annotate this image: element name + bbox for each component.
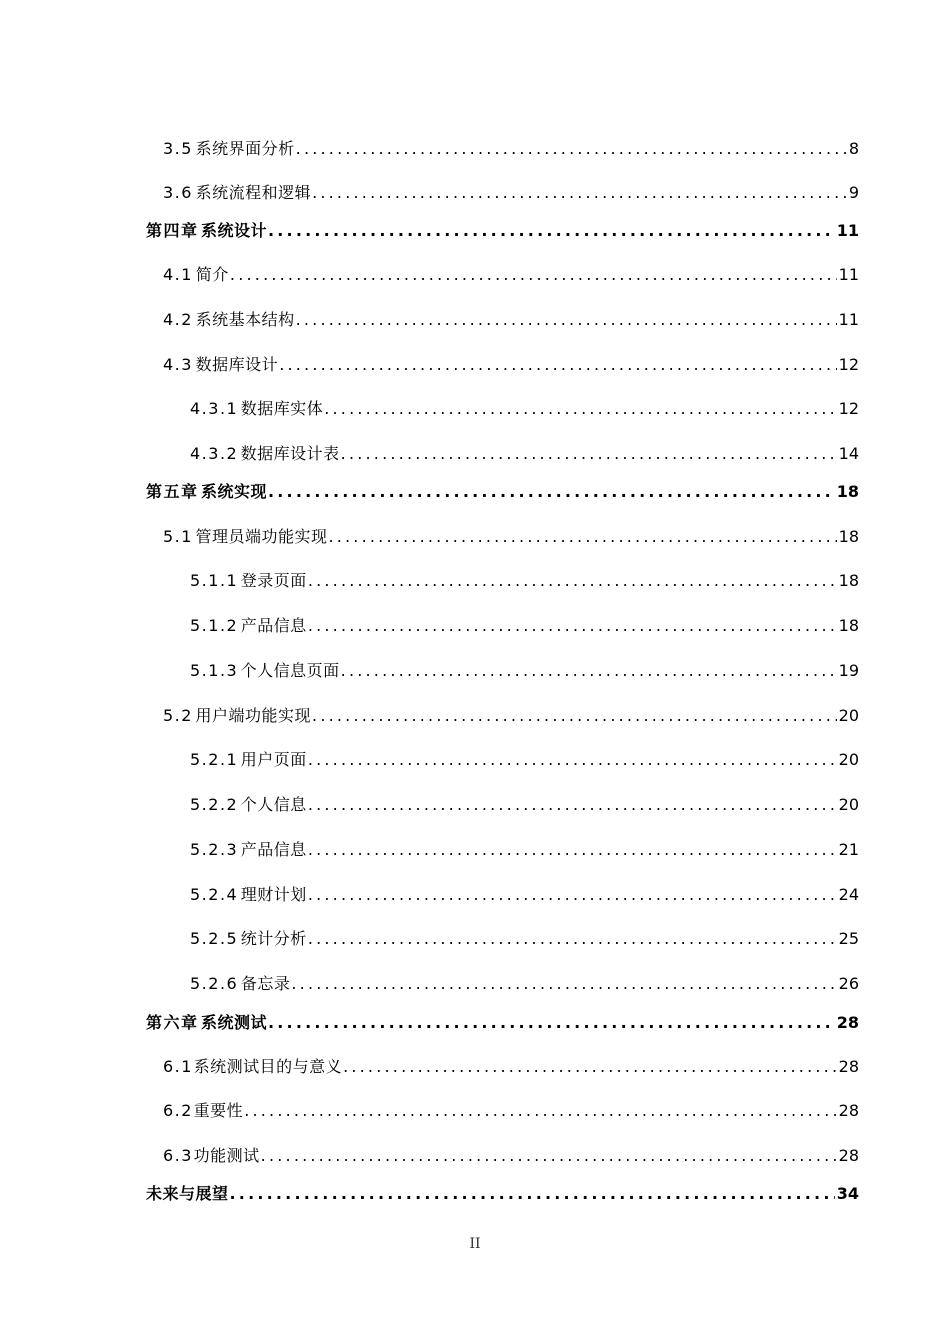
toc-entry-page: 20 <box>838 750 859 769</box>
toc-dot-leader <box>268 219 835 243</box>
toc-entry-title: 重要性 <box>193 1101 244 1120</box>
toc-entry-number: 5.1.3 <box>190 661 239 680</box>
toc-entry-number: 4.1 <box>163 265 193 284</box>
toc-entry[interactable] <box>163 1055 859 1079</box>
toc-entry[interactable] <box>190 748 859 772</box>
toc-entry-number: 4.3 <box>163 355 193 374</box>
toc-dot-leader <box>312 181 847 205</box>
toc-entry-title: 个人信息 <box>240 795 307 814</box>
toc-entry-page: 19 <box>838 661 859 680</box>
toc-entry-number: 5.2 <box>163 706 193 725</box>
toc-entry-title: 产品信息 <box>240 616 307 635</box>
toc-dot-leader <box>341 659 837 683</box>
toc-entry[interactable] <box>163 704 859 728</box>
toc-dot-leader <box>268 1011 835 1035</box>
toc-dot-leader <box>230 263 837 287</box>
toc-entry[interactable] <box>190 614 859 638</box>
toc-dot-leader <box>341 442 837 466</box>
toc-entry[interactable] <box>190 442 859 466</box>
toc-entry-page: 14 <box>838 444 859 463</box>
toc-entry-page: 12 <box>838 399 859 418</box>
toc-entry-title: 数据库设计 <box>195 355 279 374</box>
toc-entry-page: 9 <box>848 183 859 202</box>
toc-entry[interactable] <box>163 1099 859 1123</box>
toc-entry-page: 28 <box>836 1013 859 1032</box>
toc-entry-number: 3.6 <box>163 183 193 202</box>
toc-dot-leader <box>296 137 847 161</box>
toc-entry-number: 5.2.4 <box>190 885 239 904</box>
toc-entry-title: 备忘录 <box>240 974 291 993</box>
toc-entry-number: 5.2.3 <box>190 840 239 859</box>
toc-entry[interactable] <box>190 793 859 817</box>
toc-entry[interactable] <box>190 569 859 593</box>
toc-entry-title: 理财计划 <box>240 885 307 904</box>
toc-dot-leader <box>324 397 836 421</box>
toc-entry[interactable] <box>190 397 859 421</box>
toc-entry-number: 5.1 <box>163 527 193 546</box>
toc-entry[interactable] <box>163 525 859 549</box>
toc-entry[interactable] <box>190 659 859 683</box>
toc-entry-page: 28 <box>838 1146 859 1165</box>
toc-dot-leader <box>244 1099 836 1123</box>
toc-entry-title: 用户端功能实现 <box>195 706 312 725</box>
toc-dot-leader <box>296 308 837 332</box>
toc-dot-leader <box>308 838 837 862</box>
toc-entry-number: 3.5 <box>163 139 193 158</box>
toc-entry-page: 18 <box>836 482 859 501</box>
toc-entry-number: 5.2.2 <box>190 795 239 814</box>
toc-entry[interactable] <box>163 308 859 332</box>
toc-entry-page: 20 <box>838 795 859 814</box>
toc-entry-page: 21 <box>838 840 859 859</box>
toc-entry-number: 5.1.2 <box>190 616 239 635</box>
toc-chapter-entry[interactable] <box>146 219 859 243</box>
toc-entry[interactable] <box>163 137 859 161</box>
toc-entry-number: 第四章 <box>146 221 199 240</box>
toc-entry-title: 系统测试 <box>200 1013 267 1032</box>
toc-entry-title: 登录页面 <box>240 571 307 590</box>
toc-entry[interactable] <box>163 353 859 377</box>
toc-dot-leader <box>328 525 836 549</box>
page-number-footer: II <box>469 1236 481 1252</box>
toc-entry-title: 数据库实体 <box>240 399 324 418</box>
toc-entry[interactable] <box>190 838 859 862</box>
toc-dot-leader <box>308 614 837 638</box>
toc-entry-number: 5.2.6 <box>190 974 239 993</box>
toc-entry-number: 4.3.2 <box>190 444 239 463</box>
toc-entry-number: 5.2.1 <box>190 750 239 769</box>
toc-entry[interactable] <box>190 927 859 951</box>
toc-dot-leader <box>308 883 837 907</box>
toc-entry-title: 系统设计 <box>200 221 267 240</box>
toc-entry-title: 未来与展望 <box>146 1184 229 1203</box>
toc-chapter-entry[interactable] <box>146 1182 859 1206</box>
toc-entry-page: 18 <box>838 527 859 546</box>
toc-entry-title: 系统流程和逻辑 <box>195 183 312 202</box>
toc-entry[interactable] <box>190 972 859 996</box>
toc-dot-leader <box>312 704 837 728</box>
toc-entry-page: 25 <box>838 929 859 948</box>
toc-entry-page: 11 <box>836 221 859 240</box>
toc-dot-leader <box>308 569 837 593</box>
toc-entry-page: 18 <box>838 616 859 635</box>
toc-entry-title: 管理员端功能实现 <box>195 527 328 546</box>
toc-dot-leader <box>279 353 836 377</box>
toc-dot-leader <box>230 1182 835 1206</box>
toc-dot-leader <box>343 1055 837 1079</box>
toc-entry[interactable] <box>190 883 859 907</box>
toc-entry-page: 12 <box>838 355 859 374</box>
toc-dot-leader <box>291 972 836 996</box>
toc-entry-title: 用户页面 <box>240 750 307 769</box>
toc-entry-page: 26 <box>838 974 859 993</box>
toc-dot-leader <box>308 793 837 817</box>
toc-entry-page: 24 <box>838 885 859 904</box>
toc-entry-number: 5.2.5 <box>190 929 239 948</box>
toc-entry-number: 6.3 <box>163 1146 193 1165</box>
toc-entry[interactable] <box>163 263 859 287</box>
toc-entry-number: 4.3.1 <box>190 399 239 418</box>
toc-entry-number: 6.2 <box>163 1101 193 1120</box>
toc-entry-title: 数据库设计表 <box>240 444 340 463</box>
toc-entry[interactable] <box>163 181 859 205</box>
toc-entry-title: 系统基本结构 <box>195 310 295 329</box>
toc-entry[interactable] <box>163 1144 859 1168</box>
toc-dot-leader <box>268 480 835 504</box>
toc-entry-title: 产品信息 <box>240 840 307 859</box>
toc-entry-page: 34 <box>836 1184 859 1203</box>
toc-entry-title: 系统实现 <box>200 482 267 501</box>
toc-entry-title: 统计分析 <box>240 929 307 948</box>
toc-entry-number: 第五章 <box>146 482 199 501</box>
toc-entry-number: 4.2 <box>163 310 193 329</box>
toc-chapter-entry[interactable] <box>146 1011 859 1035</box>
toc-dot-leader <box>308 927 837 951</box>
toc-entry-number: 第六章 <box>146 1013 199 1032</box>
toc-entry-page: 8 <box>848 139 859 158</box>
toc-entry-title: 个人信息页面 <box>240 661 340 680</box>
toc-entry-page: 11 <box>838 310 859 329</box>
toc-entry-page: 20 <box>838 706 859 725</box>
toc-entry-page: 18 <box>838 571 859 590</box>
toc-entry-number: 5.1.1 <box>190 571 239 590</box>
toc-entry-page: 11 <box>838 265 859 284</box>
toc-entry-number: 6.1 <box>163 1057 193 1076</box>
toc-dot-leader <box>308 748 837 772</box>
toc-entry-title: 功能测试 <box>193 1146 260 1165</box>
toc-entry-title: 系统界面分析 <box>195 139 295 158</box>
toc-entry-page: 28 <box>838 1057 859 1076</box>
toc-entry-title: 简介 <box>195 265 229 284</box>
toc-entry-page: 28 <box>838 1101 859 1120</box>
toc-dot-leader <box>261 1144 837 1168</box>
toc-entry-title: 系统测试目的与意义 <box>193 1057 343 1076</box>
toc-chapter-entry[interactable] <box>146 480 859 504</box>
